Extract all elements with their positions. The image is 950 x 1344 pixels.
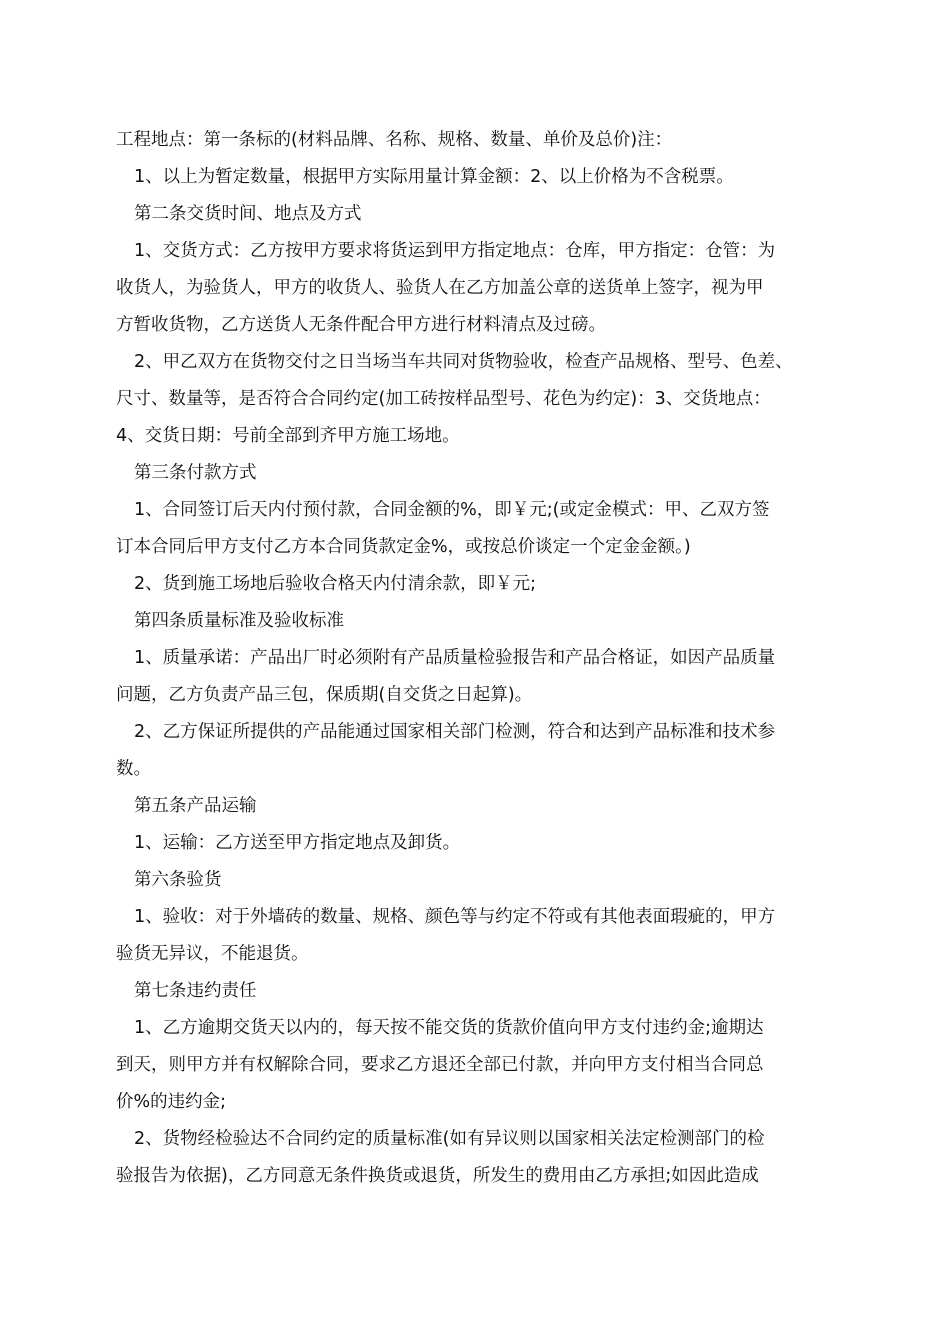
text-line: 价%的违约金;: [116, 1092, 227, 1112]
text-line: 1、运输：乙方送至甲方指定地点及卸货。: [134, 833, 461, 853]
text-line: 验报告为依据)，乙方同意无条件换货或退货，所发生的费用由乙方承担;如因此造成: [116, 1166, 759, 1186]
text-line: 2、货到施工场地后验收合格天内付清余款，即￥元;: [134, 574, 537, 594]
section-heading: 第五条产品运输: [134, 796, 257, 816]
text-line: 2、乙方保证所提供的产品能通过国家相关部门检测，符合和达到产品标准和技术参: [134, 722, 776, 742]
text-line: 1、乙方逾期交货天以内的，每天按不能交货的货款价值向甲方支付违约金;逾期达: [134, 1018, 764, 1038]
text-line: 工程地点：第一条标的(材料品牌、名称、规格、数量、单价及总价)注：: [116, 130, 673, 150]
text-line: 1、验收：对于外墙砖的数量、规格、颜色等与约定不符或有其他表面瑕疵的，甲方: [134, 907, 776, 927]
text-line: 1、合同签订后天内付预付款，合同金额的%，即￥元;(或定金模式：甲、乙双方签: [134, 500, 770, 520]
text-line: 订本合同后甲方支付乙方本合同货款定金%，或按总价谈定一个定金金额。): [116, 537, 691, 557]
text-line: 验货无异议，不能退货。: [116, 944, 309, 964]
section-heading: 第三条付款方式: [134, 463, 257, 483]
text-line: 数。: [116, 759, 151, 779]
text-line: 1、交货方式：乙方按甲方要求将货运到甲方指定地点：仓库，甲方指定：仓管：为: [134, 241, 776, 261]
text-line: 尺寸、数量等，是否符合合同约定(加工砖按样品型号、花色为约定)：3、交货地点：: [116, 389, 771, 409]
text-line: 2、甲乙双方在货物交付之日当场当车共同对货物验收，检查产品规格、型号、色差、: [134, 352, 793, 372]
section-heading: 第二条交货时间、地点及方式: [134, 204, 362, 224]
text-line: 4、交货日期：号前全部到齐甲方施工场地。: [116, 426, 460, 446]
text-line: 1、以上为暂定数量，根据甲方实际用量计算金额：2、以上价格为不含税票。: [134, 167, 734, 187]
text-line: 1、质量承诺：产品出厂时必须附有产品质量检验报告和产品合格证，如因产品质量: [134, 648, 776, 668]
section-heading: 第六条验货: [134, 870, 222, 890]
text-line: 2、货物经检验达不合同约定的质量标准(如有异议则以国家相关法定检测部门的检: [134, 1129, 765, 1149]
text-line: 方暂收货物，乙方送货人无条件配合甲方进行材料清点及过磅。: [116, 315, 606, 335]
section-heading: 第七条违约责任: [134, 981, 257, 1001]
section-heading: 第四条质量标准及验收标准: [134, 611, 344, 631]
text-line: 收货人，为验货人，甲方的收货人、验货人在乙方加盖公章的送货单上签字，视为甲: [116, 278, 764, 298]
text-line: 问题，乙方负责产品三包，保质期(自交货之日起算)。: [116, 685, 533, 705]
text-line: 到天，则甲方并有权解除合同，要求乙方退还全部已付款，并向甲方支付相当合同总: [116, 1055, 764, 1075]
document-body: [116, 122, 856, 1195]
